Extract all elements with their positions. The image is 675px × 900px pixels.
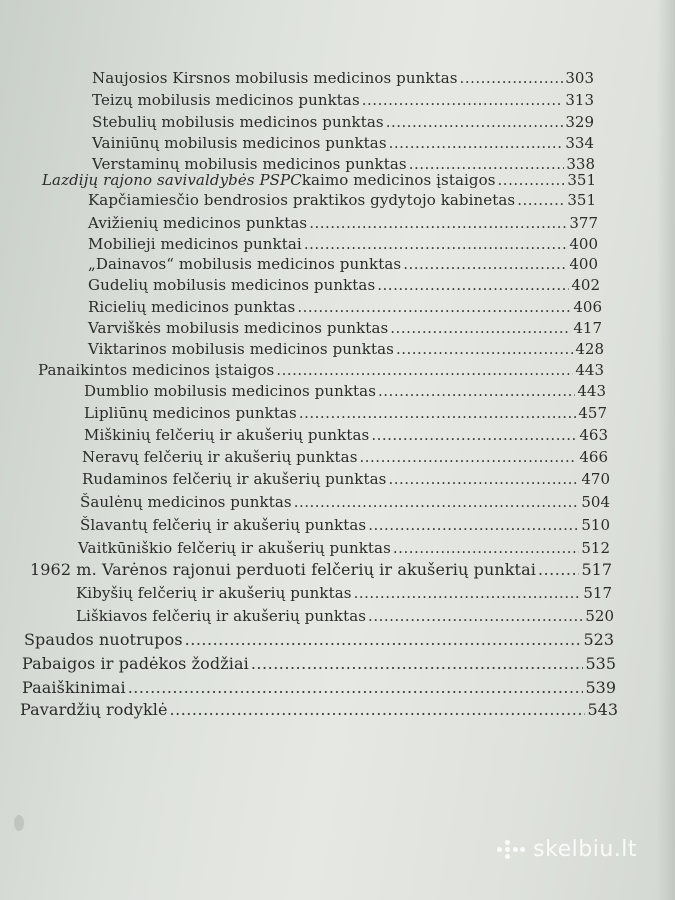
toc-entry-page: 523 [583, 630, 614, 649]
toc-entry-section [30, 560, 612, 580]
watermark-text: skelbiu.lt [533, 837, 637, 862]
toc-entry-title: Kibyšių felčerių ir akušerių punktas [76, 584, 352, 602]
toc-entry-page: 400 [569, 235, 598, 253]
toc-entry-title: Pabaigos ir padėkos žodžiai [22, 654, 249, 673]
toc-entry-title: Lipliūnų medicinos punktas [84, 404, 297, 422]
toc-leader-dots [396, 339, 573, 359]
toc-entry [84, 403, 607, 423]
toc-entry-title: Viktarinos mobilusis medicinos punktas [88, 340, 394, 358]
toc-entry [80, 515, 610, 535]
toc-entry-page: 303 [565, 69, 594, 87]
toc-entry-title: 1962 m. Varėnos rajonui perduoti felčerių ir akušerių punktai [30, 560, 536, 579]
toc-entry-italic-prefix: Lazdijų rajono savivaldybės PSPC [42, 171, 302, 189]
toc-entry-title: Neravų felčerių ir akušerių punktas [82, 448, 358, 466]
toc-entry [92, 133, 594, 153]
toc-entry-title: Šaulėnų medicinos punktas [80, 493, 292, 511]
toc-entry [80, 492, 610, 512]
toc-entry-chapter [20, 700, 618, 720]
toc-entry-title: Šlavantų felčerių ir akušerių punktas [80, 516, 367, 534]
toc-entry-page: 504 [581, 493, 610, 511]
toc-entry-page: 443 [575, 361, 604, 379]
toc-leader-dots [362, 90, 564, 110]
toc-entry-title: Paaiškinimai [22, 678, 126, 697]
toc-entry-page: 406 [573, 298, 602, 316]
toc-entry-title: Ricielių medicinos punktas [88, 298, 296, 316]
toc-entry [88, 275, 600, 295]
toc-leader-dots [403, 254, 567, 274]
toc-entry-section [38, 360, 604, 380]
toc-entry [88, 190, 596, 210]
toc-entry-title: Miškinių felčerių ir akušerių punktas [84, 426, 370, 444]
toc-entry [84, 381, 606, 401]
toc-entry-title: Kapčiamiesčio bendrosios praktikos gydytojo kabinetas [88, 191, 516, 209]
toc-entry-title: Teizų mobilusis medicinos punktas [92, 91, 360, 109]
toc-entry [88, 234, 598, 254]
toc-entry-page: 313 [565, 91, 594, 109]
toc-entry-page: 517 [581, 560, 612, 579]
toc-entry-page: 535 [585, 654, 616, 673]
toc-leader-dots [388, 469, 579, 489]
toc-entry-title: Pavardžių rodyklė [20, 700, 168, 719]
toc-leader-dots [309, 213, 567, 233]
watermark-dots-icon [497, 838, 527, 862]
toc-entry-page: 428 [575, 340, 604, 358]
toc-entry [88, 297, 602, 317]
toc-entry-section [42, 170, 596, 190]
toc-entry-page: 338 [566, 155, 595, 173]
toc-entry-title: Varviškės mobilusis medicinos punktas [88, 319, 389, 337]
toc-entry-title: Vaitkūniškio felčerių ir akušerių punktas [78, 539, 391, 557]
toc-leader-dots [378, 381, 575, 401]
toc-leader-dots [377, 275, 569, 295]
toc-leader-dots [393, 538, 579, 558]
toc-leader-dots [517, 190, 565, 210]
toc-entry-title: Spaudos nuotrupos [24, 630, 183, 649]
toc-entry [92, 68, 594, 88]
toc-entry [92, 90, 594, 110]
toc-entry-page: 543 [587, 700, 618, 719]
toc-leader-dots [371, 425, 577, 445]
toc-leader-dots [299, 403, 577, 423]
toc-entry-page: 351 [567, 171, 596, 189]
toc-entry [82, 447, 608, 467]
toc-leader-dots [498, 170, 566, 190]
toc-entry [88, 318, 602, 338]
toc-leader-dots [460, 68, 564, 88]
toc-entry-page: 520 [585, 607, 614, 625]
toc-entry-title: Verstaminų mobilusis medicinos punktas [92, 155, 407, 173]
toc-entry-title: kaimo medicinos įstaigos [301, 171, 496, 189]
toc-entry-page: 466 [579, 448, 608, 466]
toc-entry-title: Avižienių medicinos punktas [88, 214, 308, 232]
toc-entry-page: 457 [578, 404, 607, 422]
toc-entry-title: Gudelių mobilusis medicinos punktas [88, 276, 376, 294]
watermark [497, 837, 637, 862]
toc-entry-title: „Dainavos“ mobilusis medicinos punktas [88, 255, 402, 273]
toc-entry-page: 470 [581, 470, 610, 488]
toc-leader-dots [251, 654, 584, 674]
toc-entry-chapter [22, 654, 616, 674]
toc-entry [88, 213, 598, 233]
toc-entry-page: 512 [581, 539, 610, 557]
toc-leader-dots [354, 583, 582, 603]
toc-entry [92, 112, 594, 132]
toc-entry-title: Stebulių mobilusis medicinos punktas [92, 113, 384, 131]
toc-leader-dots [386, 112, 564, 132]
toc-entry-title: Vainiūnų mobilusis medicinos punktas [92, 134, 387, 152]
toc-entry-page: 510 [581, 516, 610, 534]
toc-leader-dots [360, 447, 578, 467]
toc-entry-title: Panaikintos medicinos įstaigos [38, 361, 275, 379]
toc-entry [78, 538, 610, 558]
toc-leader-dots [297, 297, 571, 317]
toc-entry-title: Mobilieji medicinos punktai [88, 235, 302, 253]
toc-entry-page: 377 [569, 214, 598, 232]
toc-leader-dots [185, 630, 582, 650]
toc-entry-page: 539 [585, 678, 616, 697]
toc-leader-dots [389, 133, 564, 153]
toc-entry-page: 402 [571, 276, 600, 294]
toc-leader-dots [368, 515, 579, 535]
toc-leader-dots [128, 678, 584, 698]
toc-leader-dots [170, 700, 586, 720]
toc-entry [88, 339, 604, 359]
toc-leader-dots [390, 318, 571, 338]
toc-leader-dots [276, 360, 573, 380]
toc-entry-page: 463 [579, 426, 608, 444]
toc-entry-title: Dumblio mobilusis medicinos punktas [84, 382, 377, 400]
toc-entry-title: Naujosios Kirsnos mobilusis medicinos punktas [92, 69, 458, 87]
toc-entry [88, 254, 598, 274]
toc-entry [76, 583, 612, 603]
toc-entry-page: 443 [577, 382, 606, 400]
toc-entry [82, 469, 610, 489]
toc-entry-page: 517 [583, 584, 612, 602]
toc-leader-dots [304, 234, 568, 254]
toc-entry [84, 425, 608, 445]
toc-entry-page: 351 [567, 191, 596, 209]
toc-leader-dots [294, 492, 580, 512]
toc-entry [76, 606, 614, 626]
toc-leader-dots [538, 560, 580, 580]
toc-entry-chapter [24, 630, 614, 650]
toc-entry-title: Rudaminos felčerių ir akušerių punktas [82, 470, 387, 488]
toc-entry-page: 334 [565, 134, 594, 152]
toc-entry-page: 329 [565, 113, 594, 131]
toc-entry-page: 400 [569, 255, 598, 273]
toc-entry-title: Liškiavos felčerių ir akušerių punktas [76, 607, 367, 625]
toc-entry-chapter [22, 678, 616, 698]
toc-entry-page: 417 [573, 319, 602, 337]
toc-leader-dots [368, 606, 583, 626]
